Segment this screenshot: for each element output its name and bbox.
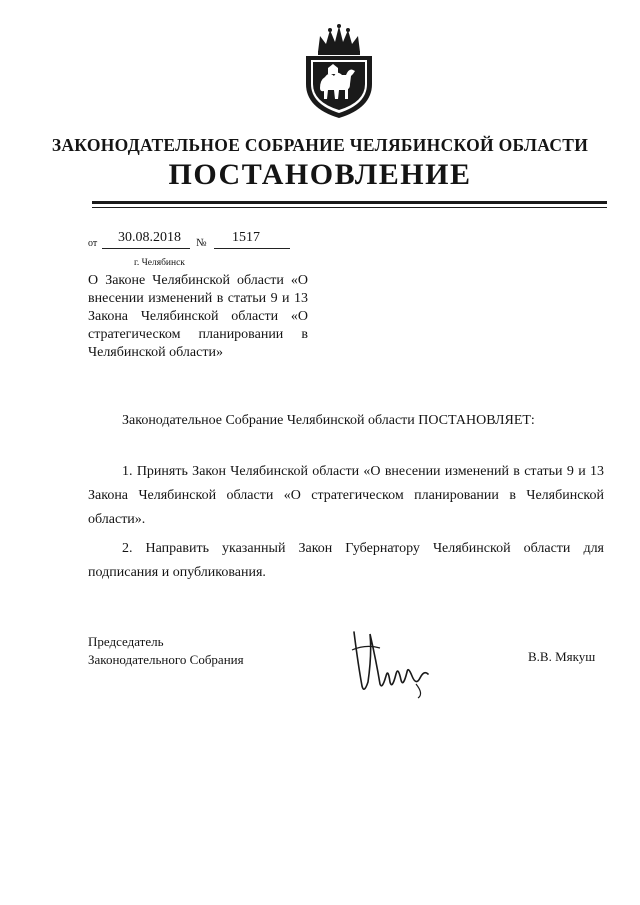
body-paragraph-2: 2. Направить указанный Закон Губернатору Челябинской области для подписания и опубликования. [88,541,604,580]
header-divider-thick [92,201,607,204]
coat-of-arms-icon [298,22,380,120]
number-prefix: № [196,237,207,249]
handwritten-signature [346,624,438,702]
document-number: 1517 [232,230,260,245]
body-paragraph-1: 1. Принять Закон Челябинской области «О внесении изменений в статьи 9 и 13 Закона Челябинской области «О стратегическом планировании в Челябинской области». [88,464,604,527]
document-type-title: ПОСТАНОВЛЕНИЕ [168,158,472,191]
number-underline [214,248,290,249]
signer-title [88,633,244,669]
crown-icon [318,24,360,55]
signer-name: В.В. Мякуш [528,649,596,664]
date-prefix: от [88,238,98,249]
signer-title-line-1: Председатель [88,634,164,649]
signer-title-line-2: Законодательного Собрания [88,652,244,667]
document-date: 30.08.2018 [118,230,181,245]
preamble-text: Законодательное Собрание Челябинской области ПОСТАНОВЛЯЕТ: [122,413,535,428]
header-divider-thin [92,207,607,208]
city-label: г. Челябинск [134,258,185,268]
date-underline [102,248,190,249]
organization-name: ЗАКОНОДАТЕЛЬНОЕ СОБРАНИЕ ЧЕЛЯБИНСКОЙ ОБЛАСТИ [51,135,589,155]
document-subject: О Законе Челябинской области «О внесении изменений в статьи 9 и 13 Закона Челябинской области «О стратегическом планировании в Челябинской области» [88,273,308,360]
